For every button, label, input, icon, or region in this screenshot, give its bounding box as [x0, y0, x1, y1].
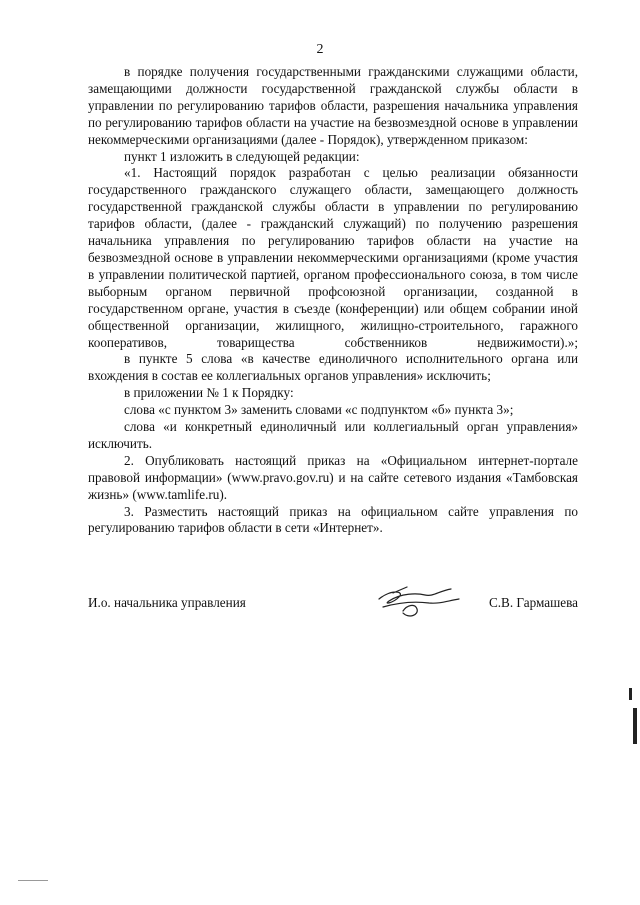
document-body [88, 64, 578, 537]
paragraph-procedure-intro: в порядке получения государственными гражданскими служащими области, замещающими должности государственной гражданской службы области в управлении по регулированию тарифов области, разрешения начальника управления по регулированию тарифов области на участие на безвозмездной основе в управлении некоммерческими организациями (далее - Порядок), утвержденном приказом: [88, 64, 578, 147]
paragraph-post-online: 3. Разместить настоящий приказ на официальном сайте управления по регулированию тарифов области в сети «Интернет». [88, 503, 578, 536]
paragraph-replace-words: слова «с пунктом 3» заменить словами «с подпунктом «б» пункта 3»; [124, 402, 514, 418]
page-number: 2 [316, 42, 324, 57]
scan-mark-right-upper [629, 688, 632, 700]
signature-block [88, 595, 578, 615]
paragraph-publish: 2. Опубликовать настоящий приказ на «Официальном интернет-портале правовой информации» (www.pravo.gov.ru) и на сайте сетевого издания «Тамбовская жизнь» (www.tamlife.ru). [88, 452, 578, 502]
paragraph-clause-1-text: «1. Настоящий порядок разработан с целью реализации обязанности государственного гражданского служащего области, замещающего должность государственной гражданской службы области в управлении по регулированию тарифов области, (далее - гражданский служащий) по получению разрешения начальника управления по регулированию тарифов области на участие на безвозмездной основе в управлении некоммерческими организациями (кроме участия в управлении политической партией, органом профессионального союза, в том числе выборным органом первичной профсоюзной организации, созданной в государственном органе, участия в съезде (конференции) или общем собрании иной общественной организации, жилищного, жилищно-строительного, гаражного кооперативов, товарищества собственников недвижимости).»; [88, 165, 578, 350]
scan-mark-right-lower [633, 708, 637, 744]
handwritten-signature [373, 581, 463, 623]
scan-mark-bottom-left [18, 880, 48, 881]
paragraph-remove-words: слова «и конкретный единоличный или коллегиальный орган управления» исключить. [88, 419, 578, 451]
paragraph-appendix-1: в приложении № 1 к Порядку: [124, 385, 294, 401]
paragraph-clause-1-heading: пункт 1 изложить в следующей редакции: [124, 148, 360, 164]
signer-name: С.В. Гармашева [488, 595, 578, 610]
paragraph-clause-5: в пункте 5 слова «в качестве единоличного исполнительного органа или вхождения в состав ее коллегиальных органов управления» исключить; [88, 351, 578, 384]
signer-position: И.о. начальника управления [88, 595, 246, 610]
